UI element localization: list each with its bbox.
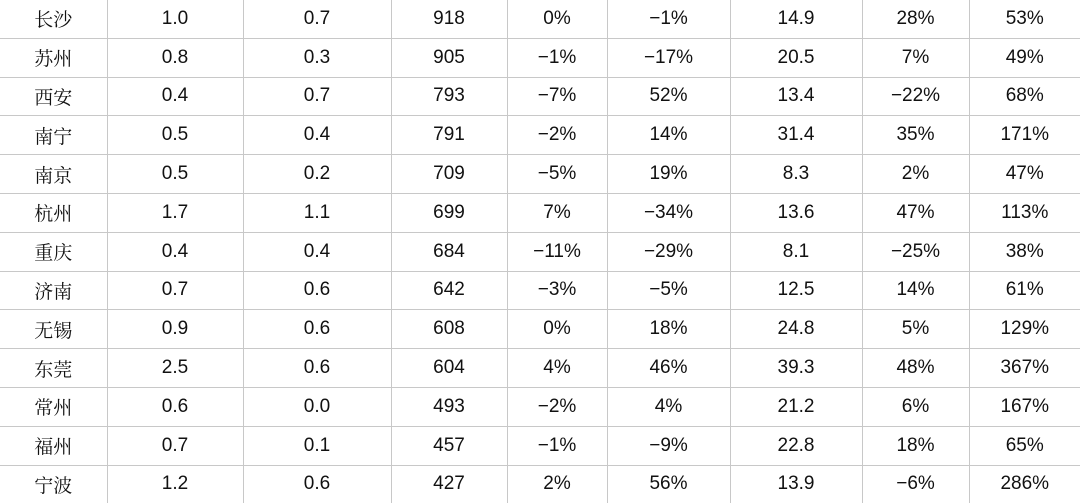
table-cell-city[interactable]: 南京 xyxy=(0,155,107,194)
table-cell[interactable]: 24.8 xyxy=(730,310,862,349)
table-row xyxy=(0,387,1080,426)
table-cell[interactable]: 20.5 xyxy=(730,38,862,77)
table-cell[interactable]: 0.6 xyxy=(243,271,391,310)
table-cell[interactable]: 0.4 xyxy=(243,232,391,271)
table-cell[interactable]: 4% xyxy=(607,387,730,426)
table-cell[interactable]: 18% xyxy=(862,426,969,465)
table-cell[interactable]: 1.0 xyxy=(107,0,243,38)
table-cell[interactable]: 46% xyxy=(607,349,730,388)
table-cell[interactable]: 56% xyxy=(607,465,730,503)
table-cell[interactable]: 0% xyxy=(507,0,607,38)
table-cell[interactable]: 0.9 xyxy=(107,310,243,349)
table-cell[interactable]: −34% xyxy=(607,193,730,232)
table-cell-city[interactable]: 宁波 xyxy=(0,465,107,503)
table-cell[interactable]: −22% xyxy=(862,77,969,116)
table-cell[interactable]: −6% xyxy=(862,465,969,503)
table-cell[interactable]: 14.9 xyxy=(730,0,862,38)
table-cell-city[interactable]: 常州 xyxy=(0,387,107,426)
table-cell[interactable]: 0.6 xyxy=(107,387,243,426)
table-cell[interactable]: 791 xyxy=(391,116,507,155)
table-row xyxy=(0,465,1080,503)
table-cell[interactable]: −1% xyxy=(507,38,607,77)
table-cell-city[interactable]: 杭州 xyxy=(0,193,107,232)
table-cell[interactable]: 0.7 xyxy=(107,426,243,465)
table-cell[interactable]: 39.3 xyxy=(730,349,862,388)
table-cell[interactable]: 793 xyxy=(391,77,507,116)
table-cell[interactable]: −29% xyxy=(607,232,730,271)
table-cell[interactable]: −11% xyxy=(507,232,607,271)
table-cell[interactable]: −25% xyxy=(862,232,969,271)
table-cell-city[interactable]: 南宁 xyxy=(0,116,107,155)
table-cell[interactable]: 604 xyxy=(391,349,507,388)
table-cell[interactable]: −5% xyxy=(607,271,730,310)
table-cell[interactable]: 47% xyxy=(862,193,969,232)
table-row xyxy=(0,310,1080,349)
table-row xyxy=(0,0,1080,38)
table-cell[interactable]: 52% xyxy=(607,77,730,116)
table-cell[interactable]: 4% xyxy=(507,349,607,388)
table-cell[interactable]: 1.1 xyxy=(243,193,391,232)
table-cell[interactable]: 7% xyxy=(862,38,969,77)
table-cell[interactable]: 7% xyxy=(507,193,607,232)
table-cell[interactable]: 18% xyxy=(607,310,730,349)
table-cell-city[interactable]: 无锡 xyxy=(0,310,107,349)
table-cell[interactable]: 53% xyxy=(969,0,1080,38)
table-cell[interactable]: 0.1 xyxy=(243,426,391,465)
table-cell[interactable]: −2% xyxy=(507,387,607,426)
table-cell[interactable]: 13.4 xyxy=(730,77,862,116)
table-cell[interactable]: 38% xyxy=(969,232,1080,271)
table-cell[interactable]: −17% xyxy=(607,38,730,77)
table-cell[interactable]: 22.8 xyxy=(730,426,862,465)
table-cell[interactable]: 0.5 xyxy=(107,116,243,155)
table-cell[interactable]: 68% xyxy=(969,77,1080,116)
table-cell[interactable]: 918 xyxy=(391,0,507,38)
table-cell-city[interactable]: 长沙 xyxy=(0,0,107,38)
table-cell[interactable]: 35% xyxy=(862,116,969,155)
table-cell[interactable]: 48% xyxy=(862,349,969,388)
table-cell[interactable]: 0.7 xyxy=(243,77,391,116)
table-cell[interactable]: 0% xyxy=(507,310,607,349)
table-cell[interactable]: 427 xyxy=(391,465,507,503)
table-cell[interactable]: 19% xyxy=(607,155,730,194)
table-cell[interactable]: −3% xyxy=(507,271,607,310)
table-cell[interactable]: 61% xyxy=(969,271,1080,310)
table-cell[interactable]: 8.3 xyxy=(730,155,862,194)
table-cell[interactable]: 0.7 xyxy=(243,0,391,38)
table-cell-city[interactable]: 苏州 xyxy=(0,38,107,77)
table-cell[interactable]: 13.6 xyxy=(730,193,862,232)
table-cell[interactable]: 113% xyxy=(969,193,1080,232)
table-cell[interactable]: 457 xyxy=(391,426,507,465)
table-cell[interactable]: 129% xyxy=(969,310,1080,349)
table-cell[interactable]: −5% xyxy=(507,155,607,194)
table-cell[interactable]: 2.5 xyxy=(107,349,243,388)
table-row xyxy=(0,77,1080,116)
table-cell[interactable]: 49% xyxy=(969,38,1080,77)
table-cell[interactable]: 167% xyxy=(969,387,1080,426)
table-cell[interactable]: 608 xyxy=(391,310,507,349)
table-row xyxy=(0,193,1080,232)
table-cell[interactable]: 21.2 xyxy=(730,387,862,426)
table-cell[interactable]: 0.6 xyxy=(243,465,391,503)
table-cell[interactable]: −1% xyxy=(507,426,607,465)
table-cell[interactable]: 709 xyxy=(391,155,507,194)
table-row xyxy=(0,38,1080,77)
table-cell[interactable]: −9% xyxy=(607,426,730,465)
table-cell[interactable]: 2% xyxy=(507,465,607,503)
table-cell[interactable]: 0.3 xyxy=(243,38,391,77)
table-cell[interactable]: 699 xyxy=(391,193,507,232)
table-cell[interactable]: 367% xyxy=(969,349,1080,388)
table-cell-city[interactable]: 福州 xyxy=(0,426,107,465)
table-row xyxy=(0,232,1080,271)
table-cell[interactable]: 0.6 xyxy=(243,349,391,388)
table-cell[interactable]: 684 xyxy=(391,232,507,271)
table-cell[interactable]: 1.7 xyxy=(107,193,243,232)
table-row xyxy=(0,426,1080,465)
table-cell[interactable]: 31.4 xyxy=(730,116,862,155)
table-cell[interactable]: 5% xyxy=(862,310,969,349)
table-cell[interactable]: 493 xyxy=(391,387,507,426)
table-row xyxy=(0,271,1080,310)
table-cell[interactable]: −7% xyxy=(507,77,607,116)
table-cell[interactable]: −1% xyxy=(607,0,730,38)
table-row xyxy=(0,349,1080,388)
table-cell[interactable]: 0.7 xyxy=(107,271,243,310)
table-cell[interactable]: 0.4 xyxy=(107,77,243,116)
table-cell[interactable]: 1.2 xyxy=(107,465,243,503)
table-row xyxy=(0,116,1080,155)
table-cell[interactable]: 47% xyxy=(969,155,1080,194)
table-cell[interactable]: 8.1 xyxy=(730,232,862,271)
table-cell[interactable]: 28% xyxy=(862,0,969,38)
table-cell[interactable]: 0.5 xyxy=(107,155,243,194)
table-cell[interactable]: 642 xyxy=(391,271,507,310)
table-cell-city[interactable]: 重庆 xyxy=(0,232,107,271)
table-cell[interactable]: 0.0 xyxy=(243,387,391,426)
table-cell[interactable]: 905 xyxy=(391,38,507,77)
table-cell[interactable]: 0.8 xyxy=(107,38,243,77)
table-cell[interactable]: 13.9 xyxy=(730,465,862,503)
table-cell-city[interactable]: 济南 xyxy=(0,271,107,310)
table-cell[interactable]: 14% xyxy=(607,116,730,155)
table-cell[interactable]: 0.4 xyxy=(107,232,243,271)
table-cell[interactable]: 65% xyxy=(969,426,1080,465)
table-cell[interactable]: 12.5 xyxy=(730,271,862,310)
table-cell[interactable]: 171% xyxy=(969,116,1080,155)
table-cell-city[interactable]: 东莞 xyxy=(0,349,107,388)
table-cell[interactable]: 0.4 xyxy=(243,116,391,155)
table-cell[interactable]: −2% xyxy=(507,116,607,155)
table-cell[interactable]: 0.2 xyxy=(243,155,391,194)
table-row xyxy=(0,155,1080,194)
table-cell[interactable]: 14% xyxy=(862,271,969,310)
table-cell[interactable]: 6% xyxy=(862,387,969,426)
table-cell-city[interactable]: 西安 xyxy=(0,77,107,116)
table-cell[interactable]: 2% xyxy=(862,155,969,194)
table-cell[interactable]: 286% xyxy=(969,465,1080,503)
table-cell[interactable]: 0.6 xyxy=(243,310,391,349)
